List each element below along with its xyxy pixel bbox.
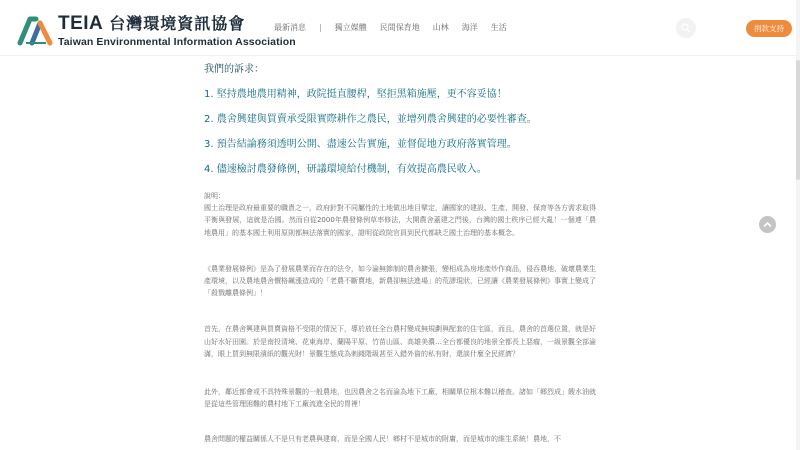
nav-item-forest[interactable]: 山林 [432, 23, 449, 32]
article-content [204, 56, 596, 446]
demand-item-1: 1. 堅持農地農用精神，政院挺直腰桿，堅拒黑箱施壓，更不容妥協！ [204, 89, 507, 100]
search-icon [681, 23, 691, 33]
nav-item-independent-media[interactable]: 獨立媒體 [334, 23, 367, 32]
nav-item-conservation-land[interactable]: 民間保育地 [379, 23, 420, 32]
logo-text [58, 11, 296, 48]
logo-name-zh: 台灣環境資訊協會 [109, 14, 246, 33]
demand-item-2: 2. 農舍興建與買賣承受限實際耕作之農民，並增列農舍興建的必要性審查。 [204, 114, 537, 125]
nav-separator: | [319, 23, 322, 32]
search-button[interactable] [676, 18, 696, 38]
demand-item-4: 4. 儘速檢討農發條例，研議環境給付機制，有效提高農民收入。 [204, 164, 487, 175]
demands-title: 我們的訴求： [204, 64, 264, 75]
nav-item-ocean[interactable]: 海洋 [461, 23, 478, 32]
paragraph-4: 此外，鄰近都會或不具特殊景觀的一般農地，也因農舍之名而淪為地下工廠，相關單位根本難以稽查。諸如「鄉烈成」餿水油就是從這些管理困難的農村地下工廠流進全民的胃裡！ [204, 388, 596, 409]
scrollbar-thumb[interactable] [796, 60, 800, 180]
teia-logo-icon [16, 13, 54, 47]
site-logo[interactable] [16, 11, 296, 48]
demand-item-3: 3. 預告結論務須透明公開、盡速公告實施，並督促地方政府落實管理。 [204, 139, 517, 150]
paragraph-3: 首先，在農舍興建與買賣資格不受限的情況下，導於放任全台農村變成無規劃與配套的住宅區，而且，農舍的首選位置，就是好山好水好田園。於是南投清境、花東海岸、蘭陽平原、竹苗山區、高雄美濃…全台都優良的地景全都長上惡瘤，一級景觀全部淪滿，眼上買到無限濱紙的觀光財！景觀生態成為刺錢階級甚至入錯外資的私有財，還談什麼全民經濟？ [204, 325, 596, 358]
scroll-to-top-button[interactable] [759, 216, 776, 233]
page-scrollbar[interactable] [796, 0, 800, 450]
main-nav [274, 22, 520, 33]
donate-button[interactable]: 捐款支持 [746, 20, 792, 37]
paragraph-2: 《農業發展條例》是為了發展農業而存在的法令，如今淪無節制的農舍擴張，變相成為房地產炒作商品，侵吞農地、破壞農業生產環境，以及農地農舍價格飆漲造成的「老農不斷賣地，新農卻無法進場」的荒謬現狀，已經讓《農業發展條例》事實上變成了「殺戮離農條例」！ [204, 264, 596, 298]
site-header [0, 0, 800, 56]
logo-name-en: Taiwan Environmental Information Association [58, 36, 296, 48]
explain-label: 說明： [204, 192, 225, 200]
arrow-up-icon [763, 220, 772, 229]
nav-item-news[interactable]: 最新消息 [274, 23, 306, 32]
paragraph-5: 農舍問題的權益關係人不是只有老農與建商，而是全國人民！鄉村不是城市的附庸，而是城市的維生系統！農地，不 [204, 435, 561, 444]
paragraph-1: 國土治理是政府最重要的職責之一，政府針對不同屬性的土地做出地目擘定，讓國家的建設、生產、開發、保育等各方需求取得平衡與發展，這就是治國。然而自從2000年農發條例草率修法，大開農舍蓋建之門後，台灣的國土秩序已經大亂！一個連「農地農用」的基本國土利用原則都無法落實的國家，證明從政院官員到民代都缺乏國土治理的基本概念。 [204, 204, 596, 237]
logo-teia: TEIA [58, 13, 104, 34]
nav-item-life[interactable]: 生活 [490, 23, 507, 32]
